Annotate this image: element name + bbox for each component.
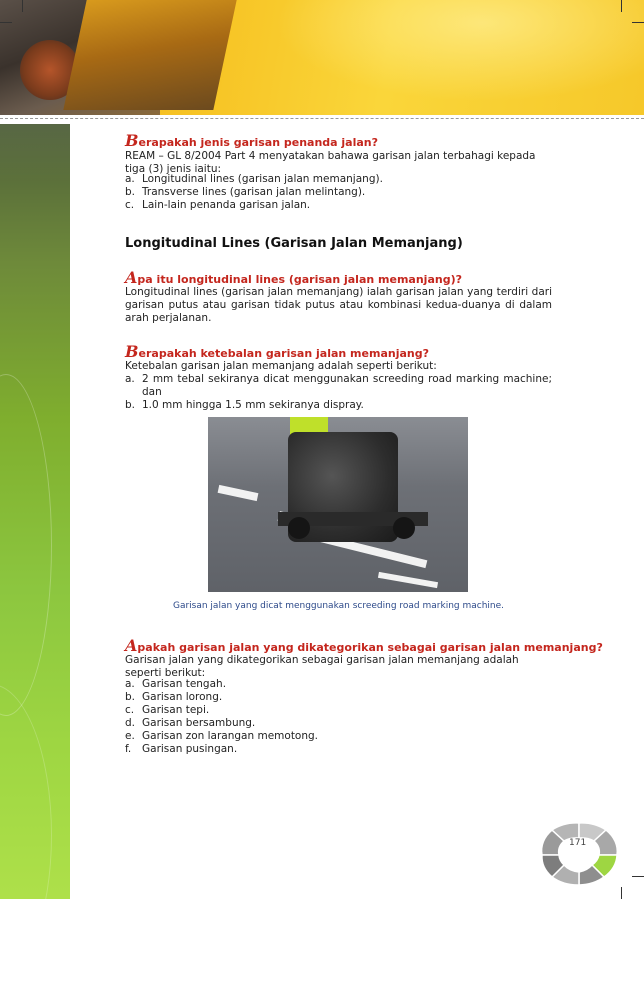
list-marker: a. xyxy=(125,173,135,185)
question-text: erapakah ketebalan garisan jalan memanjang? xyxy=(138,347,429,360)
list-marker: d. xyxy=(125,717,136,729)
list-item xyxy=(125,173,552,186)
header-banner-photo xyxy=(0,0,644,115)
list-marker: a. xyxy=(125,678,135,690)
list-text: Garisan bersambung. xyxy=(142,717,256,729)
crop-mark xyxy=(0,22,12,23)
machine-wheel xyxy=(393,517,415,539)
list-text: Garisan zon larangan memotong. xyxy=(142,730,319,742)
list-item xyxy=(125,704,552,717)
list-item xyxy=(125,678,552,691)
paragraph: REAM – GL 8/2004 Part 4 menyatakan bahawa garisan jalan terbahagi kepada tiga (3) jenis iaitu: xyxy=(125,150,536,175)
list-marker: e. xyxy=(125,730,135,742)
crop-mark xyxy=(632,22,644,23)
list-marker: c. xyxy=(125,199,135,211)
list-text: Longitudinal lines (garisan jalan memanjang). xyxy=(142,173,383,185)
road-stripe xyxy=(218,485,259,501)
banner-marking-machine xyxy=(63,0,236,110)
page-number: 171 xyxy=(569,838,587,848)
crop-mark xyxy=(632,876,644,877)
drop-cap: A xyxy=(125,636,138,655)
road-stripe xyxy=(378,572,438,588)
list-item xyxy=(125,691,552,704)
list-text: Garisan pusingan. xyxy=(142,743,238,755)
question-text: erapakah jenis garisan penanda jalan? xyxy=(138,136,379,149)
sidebar-arc xyxy=(0,374,52,716)
list-marker: c. xyxy=(125,704,135,716)
question-heading xyxy=(125,342,429,361)
road-marking-machine-photo xyxy=(208,417,468,592)
sidebar-shade xyxy=(0,124,70,184)
header-divider xyxy=(0,118,644,119)
list-text: Garisan tepi. xyxy=(142,704,210,716)
crop-mark xyxy=(22,0,23,12)
list-marker: b. xyxy=(125,186,136,198)
photo-caption: Garisan jalan yang dicat menggunakan screeding road marking machine. xyxy=(172,601,505,611)
list-text: Garisan tengah. xyxy=(142,678,227,690)
left-sidebar-decoration xyxy=(0,124,70,899)
question-text: pa itu longitudinal lines (garisan jalan memanjang)? xyxy=(137,273,462,286)
list-marker: a. xyxy=(125,373,135,385)
crop-mark xyxy=(621,887,622,899)
list-marker: b. xyxy=(125,691,136,703)
banner-yellow-paint xyxy=(240,0,644,115)
machine-wheel xyxy=(288,517,310,539)
list-item xyxy=(125,199,552,212)
paragraph: Ketebalan garisan jalan memanjang adalah seperti berikut: xyxy=(125,360,437,372)
list-text: Garisan lorong. xyxy=(142,691,223,703)
list-text: 1.0 mm hingga 1.5 mm sekiranya dispray. xyxy=(142,399,364,411)
list-item xyxy=(125,717,552,730)
list-item xyxy=(125,730,552,743)
question-heading xyxy=(125,636,603,655)
list-text: Transverse lines (garisan jalan melintang). xyxy=(142,186,366,198)
question-heading xyxy=(125,268,462,287)
drop-cap: A xyxy=(125,268,138,287)
paragraph: Longitudinal lines (garisan jalan memanjang) ialah garisan jalan yang terdiri dari garisan putus atau garisan tidak putus atau kombinasi kedua-duanya di dalam arah perjalanan. xyxy=(125,286,552,324)
page-wheel-icon xyxy=(532,815,627,885)
crop-mark xyxy=(621,0,622,12)
section-title: Longitudinal Lines (Garisan Jalan Memanjang) xyxy=(125,236,463,251)
list-marker: f. xyxy=(125,743,132,755)
paragraph: Garisan jalan yang dikategorikan sebagai garisan jalan memanjang adalah seperti berikut: xyxy=(125,654,519,679)
list-text: Lain-lain penanda garisan jalan. xyxy=(142,199,311,211)
question-text: pakah garisan jalan yang dikategorikan sebagai garisan jalan memanjang? xyxy=(137,641,603,654)
list-item xyxy=(125,373,552,399)
list-text: 2 mm tebal sekiranya dicat menggunakan screeding road marking machine; dan xyxy=(142,373,552,398)
sidebar-arc xyxy=(0,684,52,986)
drop-cap: B xyxy=(125,342,139,361)
drop-cap: B xyxy=(125,131,139,150)
list-marker: b. xyxy=(125,399,136,411)
question-heading xyxy=(125,131,378,150)
list-item xyxy=(125,186,552,199)
list-item xyxy=(125,743,552,756)
list-item xyxy=(125,399,552,412)
